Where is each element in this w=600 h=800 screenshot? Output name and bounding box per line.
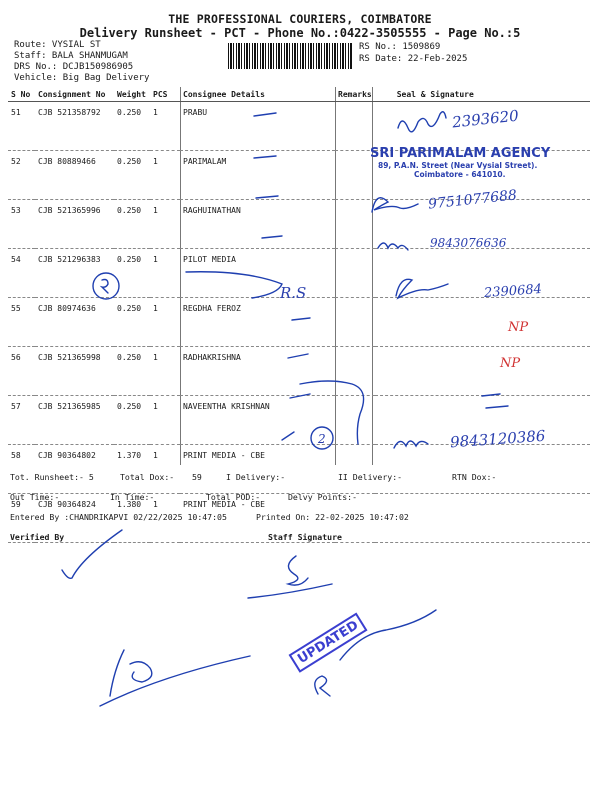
consignee-tick-51 [254,113,276,116]
cell-weight: 1.380 [114,494,150,543]
header-weight: Weight [114,87,150,102]
handwritten-phone-53: 9751077688 [427,187,518,213]
cell-consignment: CJB 90364802 [35,445,114,494]
r-mark-55 [102,280,108,294]
cell-weight: 0.250 [114,396,150,445]
dash-58b [482,394,500,396]
entered-by: Entered By :CHANDRIKAPVI 02/22/2025 10:47:05 [10,512,227,522]
consignee-tick-57 [288,354,308,358]
chandrika-signature [315,610,436,696]
verified-signature [62,530,122,578]
tot-runsheet: Tot. Runsheet:- 5 [10,472,94,482]
signature-59 [394,441,428,448]
cell-pcs: 1 [150,445,180,494]
cell-sno: 53 [8,200,35,249]
handwritten-np-56: NP [508,320,529,335]
cell-pcs: 1 [150,151,180,200]
updated-stamp: UPDATED [289,612,368,672]
cell-weight: 1.370 [114,445,150,494]
cell-weight: 0.250 [114,298,150,347]
header-pcs: PCS [150,87,180,102]
runsheet-subtitle: Delivery Runsheet - PCT - Phone No.:0422-3505555 - Page No.:5 [79,26,521,40]
rs-no-field: RS No.: 1509869 [359,42,441,52]
cell-consignment: CJB 80889466 [35,151,114,200]
cell-pcs: 1 [150,347,180,396]
cell-consignment: CJB 521296383 [35,249,114,298]
cell-consignee: RADHAKRISHNA [180,347,335,396]
handwritten-phone-59: 9843120386 [449,426,546,452]
stamp-name: SRI PARIMALAM AGENCY [370,146,551,161]
staff-signature [248,556,332,598]
cell-sno: 55 [8,298,35,347]
cell-consignment: CJB 521358792 [35,102,114,151]
cell-pcs: 1 [150,494,180,543]
circle-mark-59 [311,427,333,449]
header-seal-signature: Seal & Signature [375,87,590,102]
cell-sno: 51 [8,102,35,151]
cell-consignee: PARIMALAM [180,151,335,200]
consignee-tick-53 [256,196,278,198]
signature-51 [398,112,446,132]
cell-pcs: 1 [150,200,180,249]
strike-consignee-55 [186,272,282,298]
stamp-city: Coimbatore - 641010. [414,170,506,179]
handwritten-phone-55: 2390684 [483,281,543,302]
rs-date-field: RS Date: 22-Feb-2025 [359,54,468,64]
cell-weight: 0.250 [114,151,150,200]
handwritten-phone-51: 2393620 [451,106,520,132]
delvy-points: Delvy Points:- [288,492,358,502]
cell-pcs: 1 [150,298,180,347]
cell-sno: 58 [8,445,35,494]
header-remarks: Remarks [335,87,375,102]
handwritten-remark-55: R.S [280,284,307,302]
drs-field: DRS No.: DCJB150986905 [14,62,134,72]
total-pod: Total POD:- [206,492,261,502]
cell-consignee: PRINT MEDIA - CBE [180,445,335,494]
out-time: Out Time:- [10,492,60,502]
cell-sno: 54 [8,249,35,298]
handwritten-mark-59: 2 [318,432,326,446]
consignee-tick-58 [290,394,310,398]
cell-consignee: PILOT MEDIA [180,249,335,298]
staff-field: Staff: BALA SHANMUGAM [14,51,128,61]
handwritten-np-57: NP [500,356,521,371]
header-consignment: Consignment No [35,87,114,102]
total-dox-label: Total Dox:- [120,472,175,482]
handwritten-phone-54: 9843076636 [430,236,507,250]
ii-delivery: II Delivery:- [338,472,403,482]
cell-sno: 57 [8,396,35,445]
total-dox-value: 59 [192,472,202,482]
cell-pcs: 1 [150,249,180,298]
dash-58 [486,406,508,408]
route-field: Route: VYSIAL ST [14,40,101,50]
consignee-tick-56 [292,318,310,320]
cell-consignment: CJB 90364824 [35,494,114,543]
i-delivery: I Delivery:- [226,472,286,482]
cell-consignee: NAVEENTHA KRISHNAN [180,396,335,445]
cell-pcs: 1 [150,102,180,151]
bottom-signature [100,650,250,706]
cell-weight: 0.250 [114,102,150,151]
stamp-address: 89, P.A.N. Street (Near Vysial Street). [378,161,538,170]
cell-consignment: CJB 521365996 [35,200,114,249]
printed-on: Printed On: 22-02-2025 10:47:02 [256,512,409,522]
signature-53 [372,198,418,212]
signature-54 [378,243,408,250]
consignee-tick-54 [262,236,282,238]
verified-by-label: Verified By [10,532,65,542]
cell-sno: 59 [8,494,35,543]
cell-consignment: CJB 80974636 [35,298,114,347]
cell-consignee: REGDHA FEROZ [180,298,335,347]
company-title: THE PROFESSIONAL COURIERS, COIMBATORE [168,12,432,26]
cell-consignee: PRINT MEDIA - CBE [180,494,335,543]
cell-consignee: PRABU [180,102,335,151]
cell-weight: 0.250 [114,347,150,396]
header-sno: S No [8,87,35,102]
cell-weight: 0.250 [114,200,150,249]
vehicle-field: Vehicle: Big Bag Delivery [14,73,150,83]
cell-consignment: CJB 521365985 [35,396,114,445]
in-time: In Time:- [110,492,155,502]
cell-sno: 52 [8,151,35,200]
cell-consignment: CJB 521365998 [35,347,114,396]
cell-weight: 0.250 [114,249,150,298]
tick-59 [282,432,294,440]
header-consignee: Consignee Details [180,87,335,102]
cell-sno: 56 [8,347,35,396]
consignee-tick-52 [254,156,276,158]
rtn-dox: RTN Dox:- [452,472,497,482]
signature-55 [396,279,448,298]
cell-pcs: 1 [150,396,180,445]
cell-consignee: RAGHUINATHAN [180,200,335,249]
staff-signature-label: Staff Signature [268,532,342,542]
